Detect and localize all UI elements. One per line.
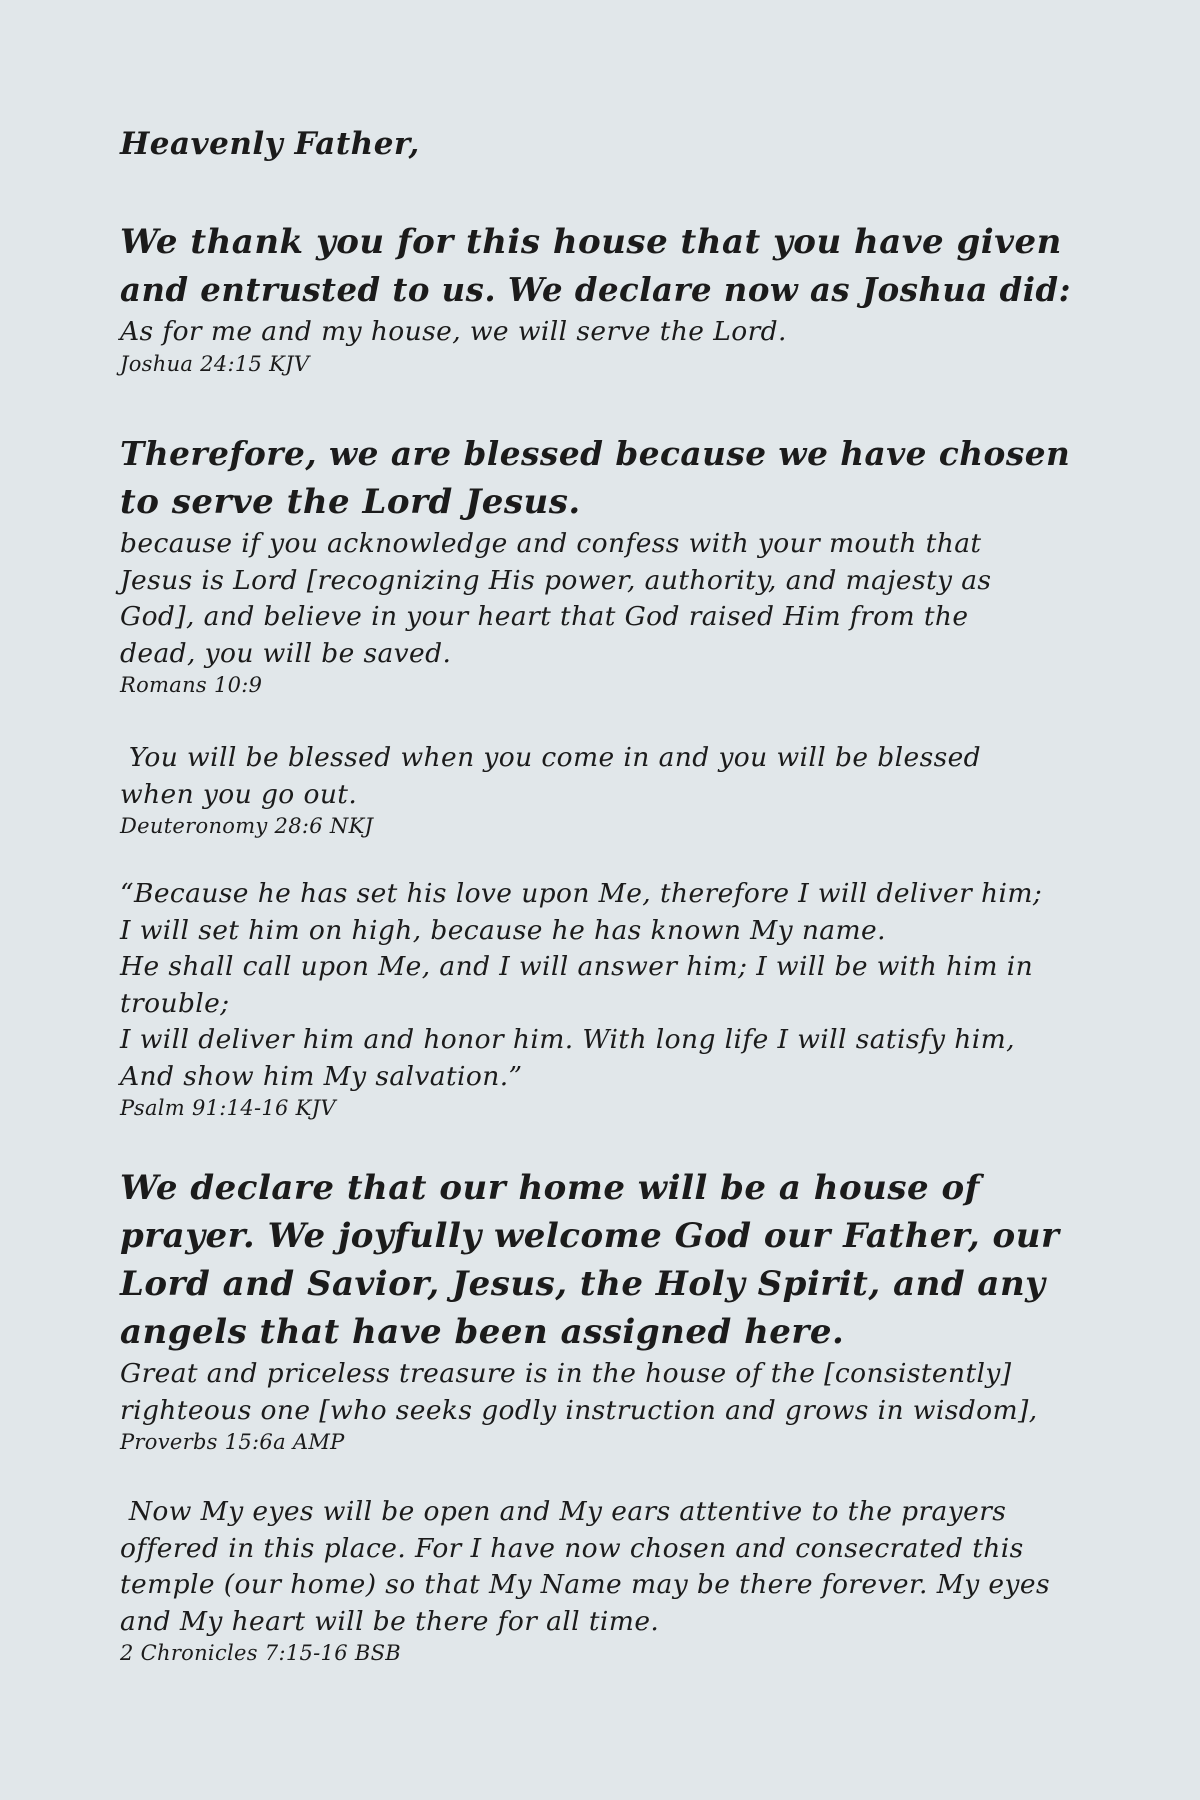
- verse: [120, 314, 1080, 351]
- section-proverbs: [120, 1164, 1080, 1455]
- verse-line: God], and believe in your heart that God raised Him from the: [120, 601, 969, 632]
- declaration: [120, 1164, 1080, 1356]
- scripture-reference: Romans 10:9: [120, 673, 263, 697]
- declaration-line: We thank you for this house that you have given: [120, 222, 1062, 262]
- verse-line: And show him My salvation.”: [120, 1060, 523, 1092]
- verse-line: offered in this place. For I have now chosen and consecrated this: [120, 1532, 1024, 1564]
- prayer-page: [120, 0, 1080, 1800]
- section-romans: [120, 430, 1080, 698]
- declaration-line: Therefore, we are blessed because we have chosen: [120, 434, 1071, 473]
- verse-line: temple (our home) so that My Name may be there forever. My eyes: [120, 1569, 1050, 1600]
- declaration-line: prayer. We joyfully welcome God our Father, our: [120, 1216, 1060, 1256]
- verse: [120, 876, 1080, 1095]
- verse: [120, 526, 1080, 672]
- verse-line: because if you acknowledge and confess with your mouth that: [120, 528, 982, 559]
- declaration: [120, 430, 1080, 526]
- verse-line: I will deliver him and honor him. With long life I will satisfy him,: [120, 1024, 1015, 1055]
- verse-line: and My heart will be there for all time.: [120, 1605, 660, 1637]
- verse-line: “Because he has set his love upon Me, therefore I will deliver him;: [120, 878, 1043, 909]
- scripture-reference: Deuteronomy 28:6 NKJ: [120, 814, 374, 838]
- verse-line: Jesus is Lord [recognizing His power, authority, and majesty as: [120, 564, 992, 596]
- declaration-line: and entrusted to us. We declare now as Joshua did:: [120, 271, 1072, 309]
- section-deuteronomy: [120, 740, 1080, 839]
- scripture-reference: 2 Chronicles 7:15-16 BSB: [120, 1641, 402, 1665]
- scripture-reference: Joshua 24:15 KJV: [120, 351, 310, 376]
- verse: [120, 1494, 1080, 1640]
- verse-line: trouble;: [120, 987, 230, 1019]
- greeting-text: Heavenly Father,: [120, 126, 420, 162]
- verse-line: I will set him on high, because he has known My name.: [120, 914, 886, 946]
- verse-line: righteous one [who seeks godly instruction and grows in wisdom],: [120, 1394, 1038, 1426]
- section-psalm: [120, 876, 1080, 1121]
- verse: [120, 740, 1080, 813]
- declaration: [120, 218, 1080, 314]
- declaration-line: to serve the Lord Jesus.: [120, 482, 581, 522]
- verse-line: Now My eyes will be open and My ears attentive to the prayers: [120, 1496, 1007, 1527]
- declaration-line: Lord and Savior, Jesus, the Holy Spirit, and any: [120, 1264, 1046, 1304]
- section-chronicles: [120, 1494, 1080, 1666]
- verse-line: Great and priceless treasure is in the house of the [consistently]: [120, 1358, 1012, 1389]
- verse-line: He shall call upon Me, and I will answer him; I will be with him in: [120, 951, 1034, 982]
- scripture-reference: Psalm 91:14-16 KJV: [120, 1096, 336, 1120]
- declaration-line: We declare that our home will be a house of: [120, 1168, 980, 1208]
- verse-line: You will be blessed when you come in and you will be blessed: [120, 742, 982, 773]
- greeting: [120, 124, 1080, 164]
- verse-line: when you go out.: [120, 778, 358, 810]
- section-joshua: [120, 218, 1080, 377]
- verse: [120, 1356, 1080, 1429]
- verse-line: As for me and my house, we will serve the Lord.: [120, 316, 787, 347]
- scripture-reference: Proverbs 15:6a AMP: [120, 1430, 345, 1454]
- verse-line: dead, you will be saved.: [120, 637, 452, 669]
- declaration-line: angels that have been assigned here.: [120, 1312, 845, 1352]
